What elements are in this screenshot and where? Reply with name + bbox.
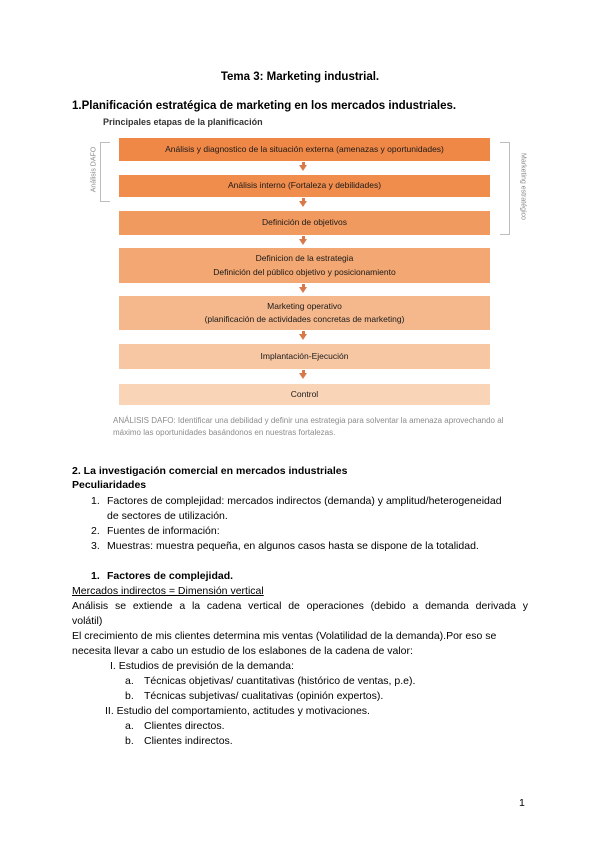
list-item: Factores de complejidad: mercados indirectos (demanda) y amplitud/heterogeneidad	[107, 495, 502, 507]
letter-item: Clientes directos.	[144, 720, 225, 732]
paragraph-1-line-1: Análisis se extiende a la cadena vertical de operaciones (debido a demanda derivada y	[72, 600, 528, 612]
letter-item: Técnicas objetivas/ cuantitativas (histórico de ventas, p.e).	[144, 675, 416, 687]
list-item: Fuentes de información:	[107, 525, 220, 537]
page-number: 1	[519, 797, 525, 809]
step-7-text: Control	[290, 388, 319, 399]
letter-item-num: b.	[125, 735, 134, 747]
step-7	[119, 384, 490, 405]
step-5-line-2: (planificación de actividades concretas de marketing)	[204, 314, 405, 324]
section-2-heading: 2. La investigación comercial en mercados industriales	[72, 465, 348, 477]
step-4-line-1: Definicion de la estrategia	[255, 253, 354, 264]
list-item-continuation: de sectores de utilización.	[107, 510, 228, 522]
subsection-number: 1.	[91, 570, 100, 582]
paragraph-2-line-2: necesita llevar a cabo un estudio de los eslabones de la cadena de valor:	[72, 645, 413, 657]
subsection-heading: Factores de complejidad.	[107, 570, 234, 582]
roman-item: I. Estudios de previsión de la demanda:	[110, 660, 294, 672]
step-2	[119, 175, 490, 197]
step-4	[119, 248, 490, 283]
letter-item-num: a.	[125, 720, 134, 732]
step-1	[119, 138, 490, 161]
step-4-line-2: Definición del público objetivo y posicionamiento	[213, 266, 396, 277]
paragraph-2-line-1: El crecimiento de mis clientes determina mis ventas (Volatilidad de la demanda).Por eso se	[72, 630, 497, 642]
step-6	[119, 344, 490, 369]
step-1-text: Análisis y diagnostico de la situación externa (amenazas y oportunidades)	[165, 143, 444, 154]
letter-item-num: a.	[125, 675, 134, 687]
section-1-heading: 1.Planificación estratégica de marketing en los mercados industriales.	[72, 100, 457, 112]
step-5	[119, 296, 490, 330]
list-item-num: 3.	[91, 540, 100, 552]
letter-item: Técnicas subjetivas/ cualitativas (opinión expertos).	[144, 690, 384, 702]
peculiaridades-heading: Peculiaridades	[72, 479, 147, 491]
mercados-indirectos-label: Mercados indirectos = Dimensión vertical	[72, 585, 264, 597]
roman-item: II. Estudio del comportamiento, actitudes y motivaciones.	[105, 705, 370, 717]
step-3	[119, 211, 490, 235]
list-item-num: 2.	[91, 525, 100, 537]
strategic-bracket	[500, 142, 510, 235]
list-item: Muestras: muestra pequeña, en algunos casos hasta se dispone de la totalidad.	[107, 540, 479, 552]
step-2-text: Análisis interno (Fortaleza y debilidades)	[227, 180, 382, 191]
step-6-text: Implantación-Ejecución	[260, 350, 349, 361]
dafo-bracket	[100, 142, 110, 202]
strategic-side-label: Marketing estratégico	[519, 153, 527, 220]
step-5-line-1: Marketing operativo	[267, 300, 342, 311]
paragraph-1-line-2: volátil)	[72, 615, 103, 627]
letter-item: Clientes indirectos.	[144, 735, 233, 747]
list-item-num: 1.	[91, 495, 100, 507]
step-3-text: Definición de objetivos	[261, 217, 348, 228]
diagram-caption: ANÁLISIS DAFO: Identificar una debilidad y definir una estrategia para solventar la amenaza aprovechando al máximo las oportunidades basándonos en nuestras fortalezas.	[113, 416, 504, 438]
dafo-side-label: Análisis DAFO	[90, 146, 98, 193]
letter-item-num: b.	[125, 690, 134, 702]
page-title: Tema 3: Marketing industrial.	[220, 71, 380, 83]
diagram-title: Principales etapas de la planificación	[103, 117, 263, 127]
